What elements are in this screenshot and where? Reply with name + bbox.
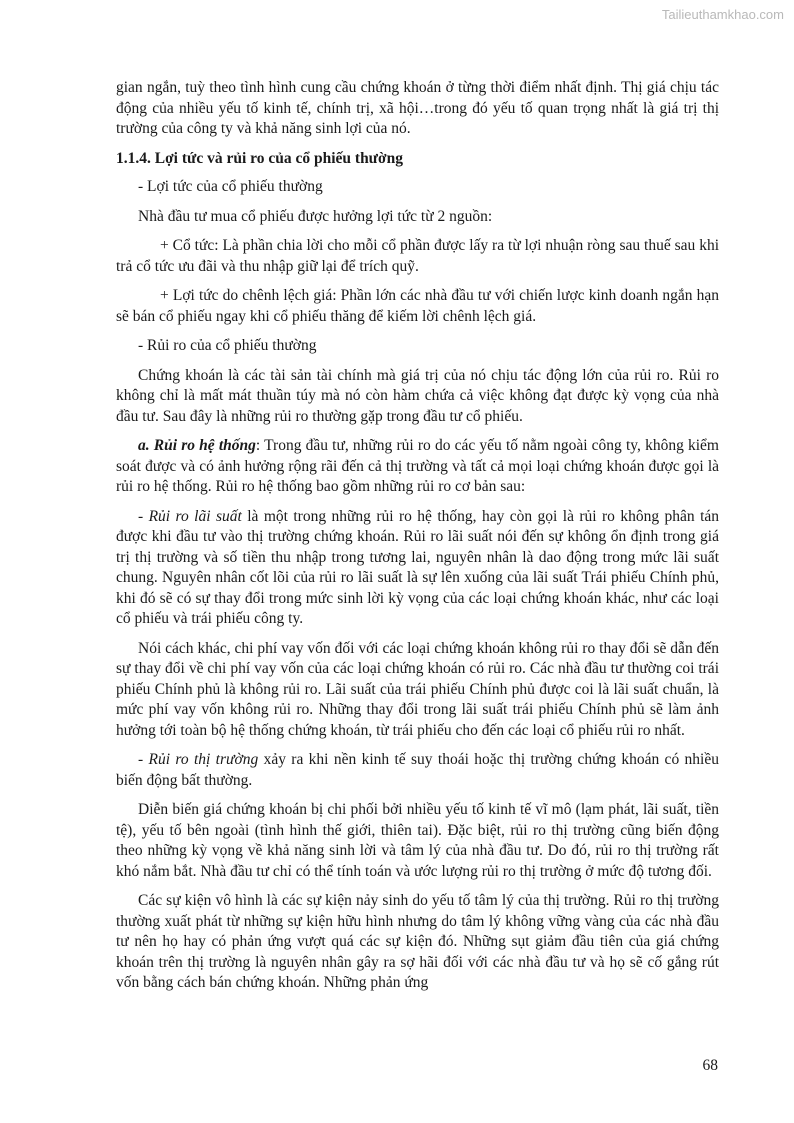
paragraph-market-risk xyxy=(116,750,719,791)
market-risk-text: xảy ra khi nền kinh tế suy thoái hoặc thị trường chứng khoán có nhiều biến động bất thường. xyxy=(116,751,719,789)
watermark: Tailieuthamkhao.com xyxy=(661,7,784,22)
paragraph-systematic-risk xyxy=(116,436,719,498)
paragraph-risk-intro: Chứng khoán là các tài sản tài chính mà giá trị của nó chịu tác động lớn của rủi ro. Rủi ro không chỉ là mất mát thuần túy mà nó còn hàm chứa cả việc không đạt được kỳ vọng của nhà đầu tư. Sau đây là những rủi ro thường gặp trong đầu tư cổ phiếu. xyxy=(116,366,719,425)
interest-rate-risk-text: là một trong những rủi ro hệ thống, hay còn gọi là rủi ro không phân tán được khi đầu tư vào thị trường chứng khoán. Rủi ro lãi suất nói đến sự không ổn định trong giá trị thị trường và số tiền thu nhập trong tương lai, nguyên nhân là dao động trong mức lãi suất chung. Nguyên nhân cốt lõi của rủi ro lãi suất là sự lên xuống của lãi suất Trái phiếu Chính phủ, khi đó sẽ có sự thay đổi trong mức sinh lời kỳ vọng của các loại chứng khoán khác, như các loại cổ phiếu và trái phiếu công ty. xyxy=(116,507,719,627)
dash: - xyxy=(138,507,149,525)
document-body xyxy=(116,78,719,1003)
term-systematic-risk: a. Rủi ro hệ thống xyxy=(138,437,256,454)
term-market-risk: Rủi ro thị trường xyxy=(148,751,259,768)
subheading-return: - Lợi tức của cổ phiếu thường xyxy=(138,178,323,195)
paragraph-capital-gain: + Lợi tức do chênh lệch giá: Phần lớn các nhà đầu tư với chiến lược kinh doanh ngắn hạn sẽ bán cổ phiếu ngay khi cổ phiếu thăng để kiếm lời chênh lệch giá. xyxy=(116,287,719,325)
systematic-risk-text: : Trong đầu tư, những rủi ro do các yếu tố nằm ngoài công ty, không kiểm soát được và có ảnh hưởng rộng rãi đến cả thị trường và tất cả mọi loại chứng khoán được gọi là rủi ro hệ thống. Rủi ro hệ thống bao gồm những rủi ro cơ bản sau: xyxy=(116,437,719,495)
paragraph-interest-rate-risk xyxy=(116,507,719,630)
paragraph-dividend: + Cổ tức: Là phần chia lời cho mỗi cổ phần được lấy ra từ lợi nhuận ròng sau thuế sau khi trả cổ tức ưu đãi và thu nhập giữ lại để trích quỹ. xyxy=(116,237,719,275)
paragraph-sources: Nhà đầu tư mua cổ phiếu được hưởng lợi tức từ 2 nguồn: xyxy=(138,207,493,225)
paragraph-borrowing-cost: Nói cách khác, chi phí vay vốn đối với các loại chứng khoán không rủi ro thay đổi sẽ dẫn đến sự thay đổi về chi phí vay vốn của các loại chứng khoán có rủi ro. Các nhà đầu tư thường coi trái phiếu Chính phủ là không rủi ro. Lãi suất của trái phiếu Chính phủ được coi là lãi suất chuẩn, là mức phí vay vốn không rủi ro. Những thay đổi trong lãi suất trái phiếu Chính phủ sẽ làm ảnh hưởng tới toàn bộ hệ thống chứng khoán, từ trái phiếu cho đến các loại cổ phiếu rủi ro nhất. xyxy=(116,639,719,739)
paragraph-intro: gian ngắn, tuỳ theo tình hình cung cầu chứng khoán ở từng thời điểm nhất định. Thị giá chịu tác động của nhiều yếu tố kinh tế, chính trị, xã hội…trong đó yếu tố quan trọng nhất là giá trị thị trường của công ty và khả năng sinh lợi của nó. xyxy=(116,79,719,137)
section-heading: 1.1.4. Lợi tức và rủi ro của cổ phiếu thường xyxy=(116,149,403,167)
subheading-risk: - Rủi ro của cổ phiếu thường xyxy=(138,337,317,354)
paragraph-price-drivers: Diễn biến giá chứng khoán bị chi phối bởi nhiều yếu tố kinh tế vĩ mô (lạm phát, lãi suất, tiền tệ), yếu tố bên ngoài (tình hình thế giới, thiên tai). Đặc biệt, rủi ro thị trường cũng biến động theo những kỳ vọng về khả năng sinh lời và tâm lý của nhà đầu tư. Do đó, rủi ro thị trường rất khó nắm bắt. Nhà đầu tư chỉ có thể tính toán và ước lượng rủi ro thị trường ở mức độ tương đối. xyxy=(116,801,719,880)
dash: - xyxy=(138,751,149,768)
paragraph-intangible-events: Các sự kiện vô hình là các sự kiện nảy sinh do yếu tố tâm lý của thị trường. Rủi ro thị trường thường xuất phát từ những sự kiện hữu hình nhưng do tâm lý không vững vàng của các nhà đầu tư nên họ hay có phản ứng vượt quá các sự kiện đó. Những sụt giảm đầu tiên của giá chứng khoán trên thị trường là nguyên nhân gây ra sợ hãi đối với các nhà đầu tư và họ sẽ cố gắng rút vốn bằng cách bán chứng khoán. Những phản ứng xyxy=(116,892,719,991)
term-interest-rate-risk: Rủi ro lãi suất xyxy=(148,507,242,525)
page-number: 68 xyxy=(702,1057,718,1074)
